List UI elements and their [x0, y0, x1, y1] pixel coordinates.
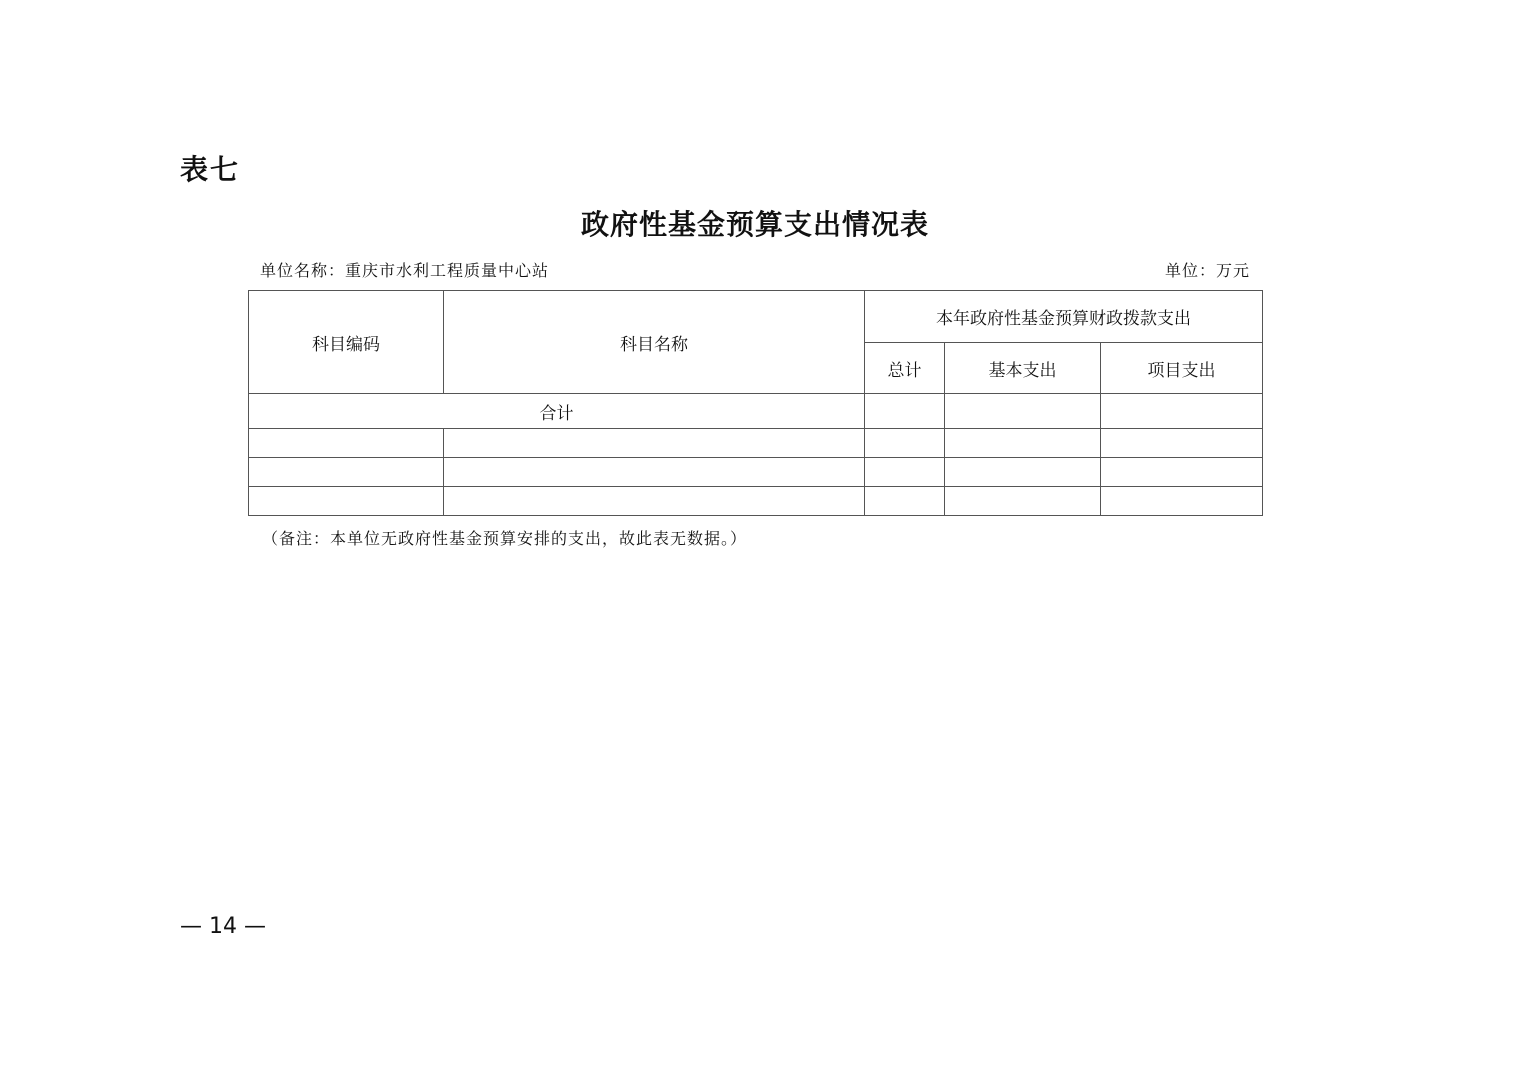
unit-name: 单位名称：重庆市水利工程质量中心站 [260, 261, 550, 280]
table-row [249, 429, 1263, 458]
table-cell [945, 487, 1101, 516]
table-cell [249, 429, 444, 458]
table-row [249, 487, 1263, 516]
table-cell [1101, 429, 1263, 458]
table-note: （备注：本单位无政府性基金预算安排的支出，故此表无数据。） [262, 529, 748, 548]
table-cell [444, 458, 865, 487]
total-cell [1101, 394, 1263, 429]
header-row [249, 291, 1263, 343]
table-cell [444, 429, 865, 458]
total-cell [865, 394, 945, 429]
table-cell [444, 487, 865, 516]
page-number: — 14 — [180, 914, 266, 939]
page-title: 政府性基金预算支出情况表 [580, 208, 929, 241]
table-cell [865, 458, 945, 487]
total-row-label: 合计 [249, 394, 865, 429]
header-expenditure-group: 本年政府性基金预算财政拨款支出 [865, 291, 1263, 343]
table-cell [249, 487, 444, 516]
header-subject-name: 科目名称 [444, 291, 865, 394]
table-cell [945, 458, 1101, 487]
table-row [249, 458, 1263, 487]
total-row [249, 394, 1263, 429]
budget-table [248, 290, 1263, 516]
table-cell [1101, 487, 1263, 516]
header-basic-expenditure: 基本支出 [945, 343, 1101, 394]
header-project-expenditure: 项目支出 [1101, 343, 1263, 394]
header-total: 总计 [865, 343, 945, 394]
table-cell [865, 429, 945, 458]
total-cell [945, 394, 1101, 429]
table-number: 表七 [180, 153, 241, 186]
table-cell [945, 429, 1101, 458]
table-cell [865, 487, 945, 516]
header-subject-code: 科目编码 [249, 291, 444, 394]
table-cell [249, 458, 444, 487]
unit-label: 单位：万元 [1164, 261, 1250, 280]
table-cell [1101, 458, 1263, 487]
